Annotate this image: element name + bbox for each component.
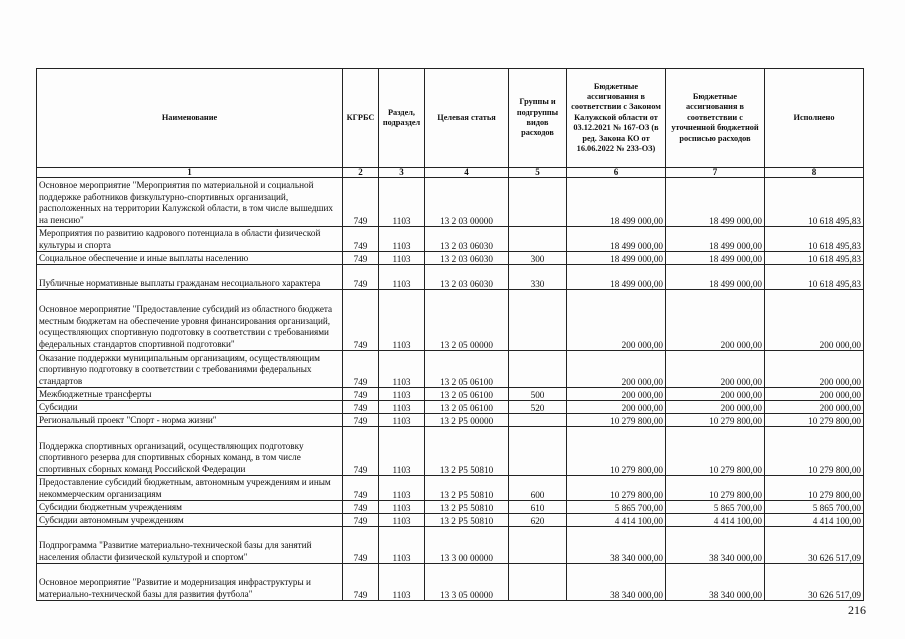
row-razdel: 1103 [379, 252, 425, 265]
row-expense-group [509, 564, 567, 601]
column-number: 3 [379, 168, 425, 178]
row-razdel: 1103 [379, 265, 425, 290]
row-name: Основное мероприятие "Развитие и модернизация инфраструктуры и материально-технической базы для развития футбола" [37, 564, 343, 601]
table-row [37, 178, 864, 227]
row-list-allocation: 200 000,00 [666, 401, 765, 414]
row-law-allocation: 200 000,00 [567, 290, 666, 351]
table-row [37, 227, 864, 252]
page-number: 216 [848, 603, 866, 617]
row-executed: 10 279 800,00 [765, 427, 864, 476]
column-number: 8 [765, 168, 864, 178]
table-row [37, 388, 864, 401]
row-list-allocation: 10 279 800,00 [666, 427, 765, 476]
row-name: Субсидии бюджетным учреждениям [37, 501, 343, 514]
row-razdel: 1103 [379, 388, 425, 401]
table-row [37, 427, 864, 476]
row-kgrbs: 749 [343, 388, 379, 401]
row-expense-group [509, 527, 567, 564]
row-list-allocation: 38 340 000,00 [666, 527, 765, 564]
header-target-article: Целевая статья [425, 69, 509, 168]
row-law-allocation: 200 000,00 [567, 388, 666, 401]
row-target-article: 13 2 P5 50810 [425, 476, 509, 501]
row-expense-group: 600 [509, 476, 567, 501]
header-razdel: Раздел, подраздел [379, 69, 425, 168]
row-list-allocation: 10 279 800,00 [666, 476, 765, 501]
row-name: Межбюджетные трансферты [37, 388, 343, 401]
row-executed: 10 618 495,83 [765, 265, 864, 290]
row-law-allocation: 10 279 800,00 [567, 427, 666, 476]
row-kgrbs: 749 [343, 178, 379, 227]
column-number-row [37, 168, 864, 178]
row-expense-group: 300 [509, 252, 567, 265]
row-list-allocation: 200 000,00 [666, 290, 765, 351]
table-row [37, 252, 864, 265]
header-executed: Исполнено [765, 69, 864, 168]
header-law-allocations: Бюджетные ассигнования в соответствии с Законом Калужской области от 03.12.2021 № 167-ОЗ (в ред. Закона КО от 16.06.2022 № 233-ОЗ) [567, 69, 666, 168]
row-law-allocation: 200 000,00 [567, 351, 666, 388]
budget-table [36, 68, 864, 601]
row-target-article: 13 2 05 00000 [425, 290, 509, 351]
table-row [37, 527, 864, 564]
row-target-article: 13 2 03 06030 [425, 227, 509, 252]
row-target-article: 13 3 00 00000 [425, 527, 509, 564]
table-row [37, 564, 864, 601]
row-razdel: 1103 [379, 564, 425, 601]
row-executed: 4 414 100,00 [765, 514, 864, 527]
row-name: Подпрограмма "Развитие материально-технической базы для занятий населения области физической культурой и спортом" [37, 527, 343, 564]
row-razdel: 1103 [379, 527, 425, 564]
row-expense-group [509, 178, 567, 227]
row-law-allocation: 18 499 000,00 [567, 178, 666, 227]
table-row [37, 501, 864, 514]
row-list-allocation: 5 865 700,00 [666, 501, 765, 514]
row-name: Основное мероприятие "Мероприятия по материальной и социальной поддержке работников физкультурно-спортивных организаций, расположенных на территории Калужской области, в том числе вышедших на пенсию" [37, 178, 343, 227]
row-law-allocation: 38 340 000,00 [567, 527, 666, 564]
row-target-article: 13 2 05 06100 [425, 388, 509, 401]
row-kgrbs: 749 [343, 564, 379, 601]
row-executed: 200 000,00 [765, 401, 864, 414]
row-expense-group [509, 427, 567, 476]
row-list-allocation: 4 414 100,00 [666, 514, 765, 527]
row-list-allocation: 18 499 000,00 [666, 227, 765, 252]
row-name: Субсидии автономным учреждениям [37, 514, 343, 527]
row-executed: 10 279 800,00 [765, 414, 864, 427]
row-target-article: 13 2 05 06100 [425, 401, 509, 414]
row-kgrbs: 749 [343, 414, 379, 427]
row-name: Основное мероприятие "Предоставление субсидий из областного бюджета местным бюджетам на обеспечение уровня финансирования организаций, осуществляющих спортивную подготовку в соответствии с требованиями федеральных стандартов спортивной подготовки" [37, 290, 343, 351]
row-target-article: 13 2 P5 50810 [425, 501, 509, 514]
row-razdel: 1103 [379, 514, 425, 527]
row-target-article: 13 2 P5 50810 [425, 514, 509, 527]
table-row [37, 414, 864, 427]
row-name: Публичные нормативные выплаты гражданам несоциального характера [37, 265, 343, 290]
row-expense-group [509, 414, 567, 427]
row-executed: 200 000,00 [765, 290, 864, 351]
row-target-article: 13 3 05 00000 [425, 564, 509, 601]
row-name: Мероприятия по развитию кадрового потенциала в области физической культуры и спорта [37, 227, 343, 252]
row-kgrbs: 749 [343, 476, 379, 501]
row-kgrbs: 749 [343, 527, 379, 564]
row-law-allocation: 18 499 000,00 [567, 265, 666, 290]
row-kgrbs: 749 [343, 252, 379, 265]
row-name: Предоставление субсидий бюджетным, автономным учреждениям и иным некоммерческим организациям [37, 476, 343, 501]
row-law-allocation: 10 279 800,00 [567, 414, 666, 427]
header-row [37, 69, 864, 168]
row-executed: 30 626 517,09 [765, 527, 864, 564]
row-kgrbs: 749 [343, 290, 379, 351]
row-executed: 10 618 495,83 [765, 252, 864, 265]
row-razdel: 1103 [379, 227, 425, 252]
row-expense-group: 620 [509, 514, 567, 527]
row-razdel: 1103 [379, 501, 425, 514]
row-law-allocation: 4 414 100,00 [567, 514, 666, 527]
row-executed: 10 618 495,83 [765, 227, 864, 252]
table-row [37, 401, 864, 414]
row-expense-group [509, 290, 567, 351]
row-target-article: 13 2 03 06030 [425, 252, 509, 265]
row-kgrbs: 749 [343, 501, 379, 514]
column-number: 7 [666, 168, 765, 178]
column-number: 4 [425, 168, 509, 178]
row-razdel: 1103 [379, 427, 425, 476]
row-list-allocation: 200 000,00 [666, 388, 765, 401]
row-target-article: 13 2 03 06030 [425, 265, 509, 290]
row-expense-group: 500 [509, 388, 567, 401]
row-expense-group: 330 [509, 265, 567, 290]
header-list-allocations: Бюджетные ассигнования в соответствии с уточненной бюджетной росписью расходов [666, 69, 765, 168]
row-name: Оказание поддержки муниципальным организациям, осуществляющим спортивную подготовку в соответствии с требованиями федеральных стандартов [37, 351, 343, 388]
table-row [37, 265, 864, 290]
row-name: Социальное обеспечение и иные выплаты населению [37, 252, 343, 265]
row-name: Поддержка спортивных организаций, осуществляющих подготовку спортивного резерва для спортивных сборных команд, в том числе спортивных сборных команд Российской Федерации [37, 427, 343, 476]
row-razdel: 1103 [379, 414, 425, 427]
table-row [37, 514, 864, 527]
header-name: Наименование [37, 69, 343, 168]
table-row [37, 476, 864, 501]
row-law-allocation: 10 279 800,00 [567, 476, 666, 501]
row-kgrbs: 749 [343, 514, 379, 527]
row-law-allocation: 38 340 000,00 [567, 564, 666, 601]
row-expense-group: 610 [509, 501, 567, 514]
column-number: 2 [343, 168, 379, 178]
header-kgrbs: КГРБС [343, 69, 379, 168]
row-razdel: 1103 [379, 476, 425, 501]
row-name: Субсидии [37, 401, 343, 414]
row-executed: 200 000,00 [765, 388, 864, 401]
row-list-allocation: 18 499 000,00 [666, 178, 765, 227]
row-expense-group [509, 227, 567, 252]
table-row [37, 351, 864, 388]
row-razdel: 1103 [379, 290, 425, 351]
row-law-allocation: 200 000,00 [567, 401, 666, 414]
row-kgrbs: 749 [343, 427, 379, 476]
row-law-allocation: 18 499 000,00 [567, 227, 666, 252]
row-list-allocation: 200 000,00 [666, 351, 765, 388]
row-list-allocation: 18 499 000,00 [666, 265, 765, 290]
row-law-allocation: 18 499 000,00 [567, 252, 666, 265]
row-list-allocation: 38 340 000,00 [666, 564, 765, 601]
row-expense-group: 520 [509, 401, 567, 414]
column-number: 1 [37, 168, 343, 178]
row-executed: 30 626 517,09 [765, 564, 864, 601]
row-executed: 200 000,00 [765, 351, 864, 388]
header-expense-groups: Группы и подгруппы видов расходов [509, 69, 567, 168]
row-razdel: 1103 [379, 401, 425, 414]
row-target-article: 13 2 P5 00000 [425, 414, 509, 427]
row-law-allocation: 5 865 700,00 [567, 501, 666, 514]
row-kgrbs: 749 [343, 265, 379, 290]
row-list-allocation: 10 279 800,00 [666, 414, 765, 427]
row-expense-group [509, 351, 567, 388]
row-executed: 5 865 700,00 [765, 501, 864, 514]
row-target-article: 13 2 P5 50810 [425, 427, 509, 476]
row-executed: 10 618 495,83 [765, 178, 864, 227]
row-razdel: 1103 [379, 178, 425, 227]
row-target-article: 13 2 05 06100 [425, 351, 509, 388]
column-number: 5 [509, 168, 567, 178]
row-name: Региональный проект "Спорт - норма жизни" [37, 414, 343, 427]
row-kgrbs: 749 [343, 351, 379, 388]
row-razdel: 1103 [379, 351, 425, 388]
row-kgrbs: 749 [343, 227, 379, 252]
row-list-allocation: 18 499 000,00 [666, 252, 765, 265]
row-target-article: 13 2 03 00000 [425, 178, 509, 227]
column-number: 6 [567, 168, 666, 178]
table-row [37, 290, 864, 351]
row-kgrbs: 749 [343, 401, 379, 414]
row-executed: 10 279 800,00 [765, 476, 864, 501]
